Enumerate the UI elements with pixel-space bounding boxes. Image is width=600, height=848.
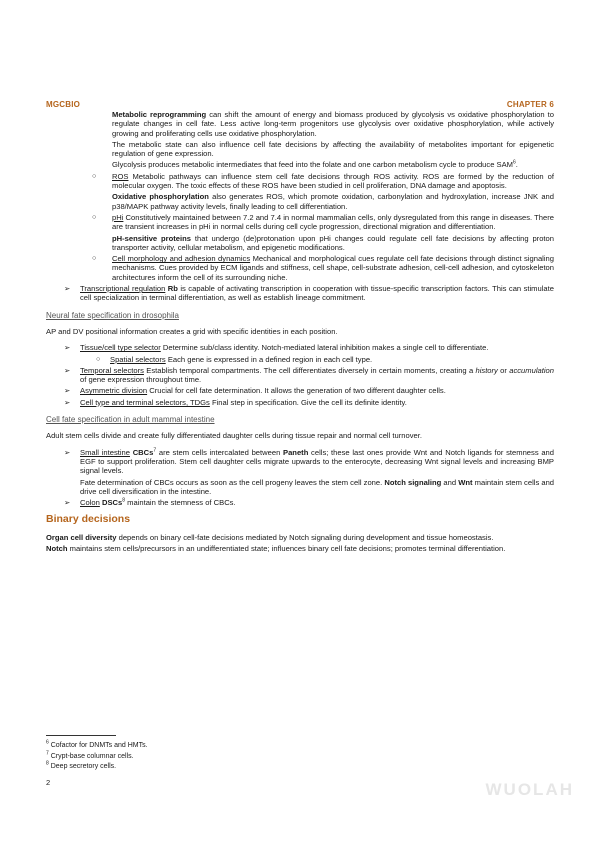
colon-text: maintain the stemness of CBCs. [125,498,236,508]
neural-intro: AP and DV positional information creates a grid with specific identities in each position. [46,326,338,336]
section-heading-binary: Binary decisions [46,513,131,526]
metabolic-block [112,110,554,170]
notch-text: maintains stem cells/precursors in an undifferentiated state; influences binary cell fate decisions; promotes terminal differentiation. [67,543,506,553]
temporal-text-a: Establish temporal compartments. The cell differentiates diversely in certain moments, creating a [143,365,476,375]
footnote-text: Cofactor for DNMTs and HMTs. [48,742,148,749]
header-course-code: MGCBIO [46,100,81,109]
temporal-accumulation: accumulation [509,365,554,375]
arrow-bullet-icon: ➢ [64,284,71,294]
tissue-selector-term: Tissue/cell type selector [80,343,161,353]
page-number: 2 [46,778,51,787]
list-item-spatial-selectors [96,354,554,364]
small-intestine-text-a: are stem cells intercalated between [156,447,284,457]
phi-paragraph [112,213,554,232]
oxphos-term: Oxidative phosphorylation [112,192,209,202]
morphology-text: Mechanical and morphological cues regulate cell fate decisions through distinct signaling mechanisms. Cues provided by ECM ligands and stiffness, cell shape, cell-substrate adhesion, cell-cell adhesion, and cytoskeleton architectures inform the cell of its surrounding niche. [112,254,554,282]
list-item-transcriptional [64,284,554,303]
wnt-term: Wnt [458,477,473,487]
footnote-num: 7 [46,750,49,757]
notch-signaling-term: Notch signaling [384,477,442,487]
organ-diversity-text: depends on binary cell-fate decisions mediated by Notch signaling during development and tissue homeostasis. [116,532,494,542]
section-heading-neural: Neural fate specification in drosophila [46,310,179,320]
circle-bullet-icon: ○ [96,355,101,363]
colon-paragraph [80,498,554,507]
footnote-ref-6[interactable]: 6 [513,159,516,166]
list-item-asymmetric-division [64,386,554,396]
list-item-tissue-selector [64,343,554,353]
spatial-selectors-text: Each gene is expressed in a defined region in each cell type. [165,354,373,364]
notch-term: Notch [46,543,68,553]
terminal-selectors-text: Final step in specification. Give the cell its definite identity. [209,397,407,407]
metabolic-text-3: Glycolysis produces metabolic intermediates that feed into the folate and one carbon metabolism cycle to produce SAM [112,160,513,170]
rb-term: Rb [167,284,178,294]
footnote-8 [46,762,148,773]
arrow-bullet-icon: ➢ [64,447,71,457]
asymmetric-division-paragraph [80,386,554,395]
arrow-bullet-icon: ➢ [64,397,71,407]
temporal-selectors-term: Temporal selectors [80,365,144,375]
list-item-terminal-selectors [64,397,554,407]
fate-text-a: Fate determination of CBCs occurs as soon as the cell progeny leaves the stem cell zone. [80,477,385,487]
metabolic-text-3-end: . [515,160,518,170]
ph-proteins-text: that undergo (de)protonation upon pHi changes could regulate cell fate decisions by affecting proton transporter activity, cellular metabolism, and epigenetic modifications. [112,233,554,252]
list-item-morphology [92,254,554,282]
footnote-ref-7[interactable]: 7 [153,447,157,454]
fate-determination-paragraph [80,478,554,497]
temporal-selectors-paragraph [80,366,554,385]
page-content [46,110,554,555]
oxphos-text: also generates ROS, which promote oxidation, carbonylation and hydroxylation, increase JNK and p38/MAPK pathway activity levels, finally leading to cell differentiation. [112,192,554,211]
spatial-selectors-term: Spatial selectors [110,354,166,364]
ph-proteins-paragraph [112,234,554,253]
metabolic-term: Metabolic reprogramming [112,110,207,119]
footnote-6 [46,741,148,752]
metabolic-paragraph-2: The metabolic state can also influence cell fate decisions by affecting the availability of metabolites important for epigenetic regulation of gene expression. [112,139,554,159]
metabolic-paragraph [112,110,554,138]
fate-text-c: maintain stem cells and drive cell diversification in the intestine. [80,477,555,496]
morphology-term: Cell morphology and adhesion dynamics [112,254,251,264]
phi-text: Constitutively maintained between 7.2 and 7.4 in normal mammalian cells, only dysregulated from this range in diseases. There are transient increases in pHi in normal cells during cell cycle progression, directional migration and differentiation. [112,212,554,232]
footnote-ref-8[interactable]: 8 [122,497,126,504]
fate-text-b: and [441,477,459,487]
small-intestine-paragraph [80,448,554,476]
oxphos-paragraph [112,192,554,211]
notch-paragraph [46,544,554,553]
paneth-term: Paneth [283,447,309,457]
transcriptional-term: Transcriptional regulation [80,284,166,294]
phi-term: pHi [112,212,124,222]
organ-diversity-paragraph [46,533,554,542]
arrow-bullet-icon: ➢ [64,343,71,353]
footnote-7 [46,752,148,763]
cbcs-term: CBCs [132,447,154,457]
asymmetric-division-term: Asymmetric division [80,386,148,396]
transcriptional-paragraph [80,284,554,303]
list-item-ros [92,171,554,211]
circle-bullet-icon: ○ [92,213,97,221]
header-chapter: CHAPTER 6 [506,100,554,109]
organ-diversity-term: Organ cell diversity [46,532,117,542]
footnotes [46,741,148,773]
metabolic-paragraph-3 [112,160,554,169]
circle-bullet-icon: ○ [92,255,97,263]
tissue-selector-text: Determine sub/class identity. Notch-mediated lateral inhibition makes a single cell to differentiate. [160,343,489,353]
temporal-text-b: or [497,365,510,375]
list-item-phi [92,212,554,252]
arrow-bullet-icon: ➢ [64,386,71,396]
metabolic-text: can shift the amount of energy and biomass produced by glycolysis vs oxidative phosphorylation to regulate changes in cell fate. Less active long-term progenitors use glycolysis over oxidative phosphorylation, while actively growing and proliferating cells use oxidative phosphorylation. [112,110,554,138]
footnote-divider [46,735,116,736]
footnote-text: Deep secretory cells. [48,763,117,770]
temporal-text-c: of gene expression throughout time. [80,375,202,385]
arrow-bullet-icon: ➢ [64,365,71,375]
ros-term: ROS [112,171,129,181]
list-item-temporal-selectors [64,365,554,385]
section-heading-intestine: Cell fate specification in adult mammal intestine [46,415,215,425]
morphology-paragraph [112,254,554,282]
terminal-selectors-paragraph [80,398,554,407]
ph-proteins-term: pH-sensitive proteins [112,233,192,243]
list-item-small-intestine [64,447,555,496]
terminal-selectors-term: Cell type and terminal selectors, TDGs [80,397,210,407]
list-item-colon [64,497,554,508]
watermark-logo: WUOLAH [485,780,574,799]
ros-paragraph [112,172,554,191]
footnote-num: 8 [46,760,49,767]
transcriptional-text: is capable of activating transcription in cooperation with tissue-specific transcription factors. This can stimulate cell specialization in terminal differentiation, as well as establish lineage commitment. [80,284,554,303]
temporal-history: history [475,365,498,375]
dscs-term: DSCs [101,498,123,508]
intestine-intro: Adult stem cells divide and create fully differentiated daughter cells during tissue repair and normal cell turnover. [46,431,422,441]
colon-term: Colon [80,498,100,508]
small-intestine-text-b: cells; these last ones provide Wnt and Notch ligands for stemness and EGF to support proliferation. Stem cell daughter cells migrate upwards to the enterocyte, decreasing Wnt signal levels and increasing BMP signal levels. [80,447,554,476]
small-intestine-term: Small intestine [80,447,130,457]
ros-text: Metabolic pathways can influence stem cell fate decisions through ROS activity. ROS are formed by the reduction of molecular oxygen. The toxic effects of these ROS have been studied in cell proliferation, DNA damage and apoptosis. [112,171,554,191]
asymmetric-division-text: Crucial for cell fate determination. It allows the generation of two different daughter cells. [147,386,446,396]
footnote-text: Crypt-base columnar cells. [48,752,134,760]
spatial-selectors-paragraph [110,355,554,364]
circle-bullet-icon: ○ [92,172,97,180]
tissue-selector-paragraph [80,343,554,352]
footnote-num: 6 [46,739,49,746]
arrow-bullet-icon: ➢ [64,498,71,508]
